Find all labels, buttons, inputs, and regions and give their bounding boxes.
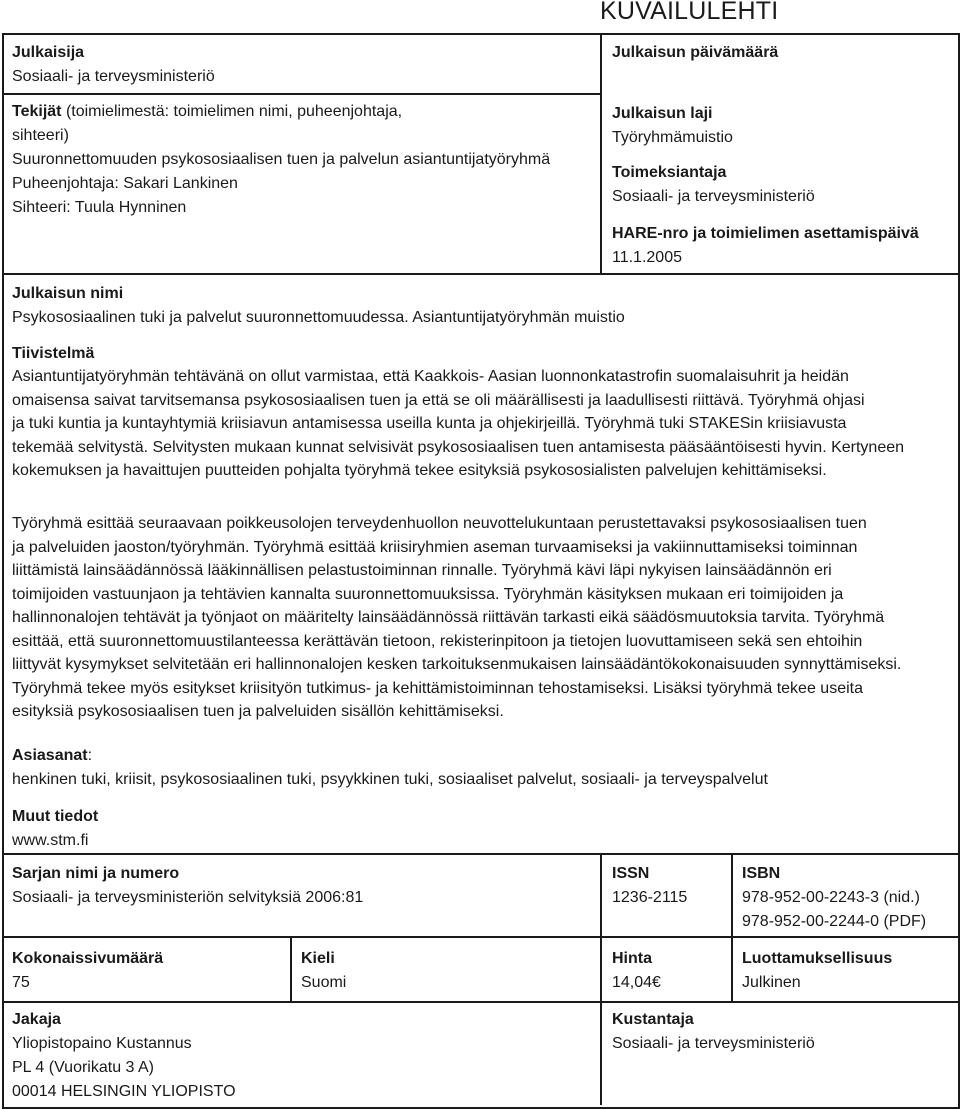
publisher-section <box>12 41 215 89</box>
divider <box>600 853 602 1105</box>
commissioner-label: Toimeksiantaja <box>612 164 727 181</box>
authors-section <box>12 100 550 220</box>
abstract-line: toimijoiden vastuunjaon ja tehtävien kannalta suuronnettomuuksissa. Työryhmän käsityksen mukaan eri toimijoiden ja <box>12 585 844 603</box>
price-section <box>612 947 661 995</box>
divider <box>2 936 958 938</box>
abstract-label: Tiivistelmä <box>12 345 95 362</box>
abstract-line: Asiantuntijatyöryhmän tehtävänä on ollut varmistaa, että Kaakkois- Aasian luonnonkatastrofin suomalaisuhrit ja heidän <box>12 368 849 385</box>
issn-label: ISSN <box>612 865 650 882</box>
divider <box>2 93 600 95</box>
page-title: KUVAILULEHTI <box>600 0 779 25</box>
keywords-label: Asiasanat <box>12 747 88 764</box>
issn-section <box>612 862 687 910</box>
distribution-label: Jakaja <box>12 1011 61 1028</box>
publisher2-label: Kustantaja <box>612 1011 694 1028</box>
series-label: Sarjan nimi ja numero <box>12 865 180 882</box>
pages-value: 75 <box>12 974 30 991</box>
abstract-line: tekemää selvitystä. Selvitysten mukaan kunnat selvisivät psykososiaalisen tuen antamisesta pääsääntöisesti hyvin. Kertyneen <box>12 438 905 456</box>
abstract-line: liittyvät kysymykset selvitetään eri hallinnonalojen kesken tarkoituksenmukaisen lainsäädäntökokonaisuuden synnyttämiseksi. <box>12 656 902 673</box>
authors-label: Tekijät <box>12 103 62 120</box>
distribution-line: PL 4 (Vuorikatu 3 A) <box>12 1059 154 1076</box>
series-section <box>12 862 363 910</box>
language-value: Suomi <box>301 974 347 991</box>
abstract-line: liittämistä lainsäädännössä lääkinnällisen pelastustoiminnan rinnalle. Työryhmä kävi läpi nykyisen lainsäädännön eri <box>12 562 832 579</box>
authors-line: sihteeri) <box>12 127 69 144</box>
abstract-line: ja tuki kuntia ja kuntayhtymiä kriisiavun antamisessa useilla kunta ja ohjekirjeillä. Työryhmä tuki STAKESin kriisiavusta <box>12 415 847 432</box>
pub-name-value: Psykososiaalinen tuki ja palvelut suuronnettomuudessa. Asiantuntijatyöryhmän muistio <box>12 309 625 326</box>
divider <box>290 936 292 1001</box>
abstract-line: kokemuksen ja havaittujen puutteiden pohjalta työryhmä tekee esityksiä psykososialisten palvelujen kehittämiseksi. <box>12 462 827 479</box>
authors-line: Sihteeri: Tuula Hynninen <box>12 199 187 216</box>
keywords-section <box>12 744 768 792</box>
commissioner-section <box>612 161 815 209</box>
issn-value: 1236-2115 <box>612 889 688 906</box>
publisher-value: Sosiaali- ja terveysministeriö <box>12 68 215 85</box>
hare-section <box>612 222 919 270</box>
price-label: Hinta <box>612 950 652 967</box>
confidentiality-section <box>742 947 892 995</box>
language-label: Kieli <box>301 950 335 967</box>
abstract-line: esityksiä psykososiaalisen tuen ja palveluiden sisällön kehittämiseksi. <box>12 703 504 720</box>
pub-type-section <box>612 102 733 150</box>
series-value: Sosiaali- ja terveysministeriön selvityksiä 2006:81 <box>12 889 364 906</box>
pub-type-label: Julkaisun laji <box>612 105 713 122</box>
isbn-section <box>742 862 926 934</box>
pub-date-section <box>612 41 778 65</box>
abstract-line: hallinnonalojen tehtävät ja työnjaot on määritelty lainsäädännössä riittävän tarkasti eikä säädösmuutoksia tarvita. Työryhmä <box>12 609 885 626</box>
publisher2-section <box>612 1008 815 1056</box>
abstract-line: omaisensa saivat tarvitsemansa psykososiaalisen tuen ja että se oli määrällisesti ja laadullisesti riittävä. Työryhmä ohjasi <box>12 391 865 409</box>
abstract-line: Työryhmä tekee myös esitykset kriisityön tutkimus- ja kehittämistoiminnan tehostamiseksi. Lisäksi työryhmä tekee useita <box>12 679 863 697</box>
keywords-label-suffix: : <box>87 747 93 764</box>
publisher2-value: Sosiaali- ja terveysministeriö <box>612 1035 815 1052</box>
confidentiality-label: Luottamuksellisuus <box>742 950 893 967</box>
authors-label-note: (toimielimestä: toimielimen nimi, puheenjohtaja, <box>61 103 403 120</box>
confidentiality-value: Julkinen <box>742 974 801 991</box>
divider <box>2 1001 958 1003</box>
hare-label: HARE-nro ja toimielimen asettamispäivä <box>612 225 919 242</box>
abstract-paragraph-1 <box>12 365 904 483</box>
pub-name-section <box>12 282 625 330</box>
pub-date-label: Julkaisun päivämäärä <box>612 44 779 61</box>
language-section <box>301 947 346 995</box>
abstract-line: ja palveluiden jaoston/työryhmän. Työryhmä esittää kriisiryhmien aseman turvaamiseksi ja vakiinnuttamiseksi toiminnan <box>12 538 858 556</box>
price-value: 14,04€ <box>612 974 661 991</box>
authors-line: Puheenjohtaja: Sakari Lankinen <box>12 175 238 192</box>
commissioner-value: Sosiaali- ja terveysministeriö <box>612 188 815 205</box>
pub-type-value: Työryhmämuistio <box>612 129 733 146</box>
pub-name-label: Julkaisun nimi <box>12 285 124 302</box>
abstract-paragraph-2 <box>12 512 901 724</box>
pages-label: Kokonaissivumäärä <box>12 950 164 967</box>
authors-line: Suuronnettomuuden psykososiaalisen tuen ja palvelun asiantuntijatyöryhmä <box>12 151 551 168</box>
isbn-value: 978-952-00-2243-3 (nid.) <box>742 889 920 906</box>
isbn-value: 978-952-00-2244-0 (PDF) <box>742 913 927 930</box>
keywords-value: henkinen tuki, kriisit, psykososiaalinen tuki, psyykkinen tuki, sosiaaliset palvelut, sosiaali- ja terveyspalvelut <box>12 771 768 788</box>
divider <box>2 853 958 855</box>
other-link[interactable]: www.stm.fi <box>12 832 89 849</box>
publisher-label: Julkaisija <box>12 44 85 61</box>
isbn-label: ISBN <box>742 865 781 882</box>
other-section <box>12 805 98 853</box>
distribution-line: Yliopistopaino Kustannus <box>12 1035 192 1052</box>
divider <box>2 273 958 275</box>
divider <box>600 33 602 273</box>
abstract-line: Työryhmä esittää seuraavaan poikkeusolojen terveydenhuollon neuvottelukuntaan perustettavaksi psykososiaalisen tuen <box>12 515 867 532</box>
other-label: Muut tiedot <box>12 808 99 825</box>
distribution-line: 00014 HELSINGIN YLIOPISTO <box>12 1083 236 1100</box>
abstract-line: esittää, että suuronnettomuustilanteessa kerättävän tietoon, rekisterinpitoon ja tietojen luovuttamiseen sekä sen ehtoihin <box>12 632 863 650</box>
distribution-section <box>12 1008 236 1104</box>
hare-value: 11.1.2005 <box>612 249 682 266</box>
pages-section <box>12 947 163 995</box>
divider <box>731 853 733 1001</box>
